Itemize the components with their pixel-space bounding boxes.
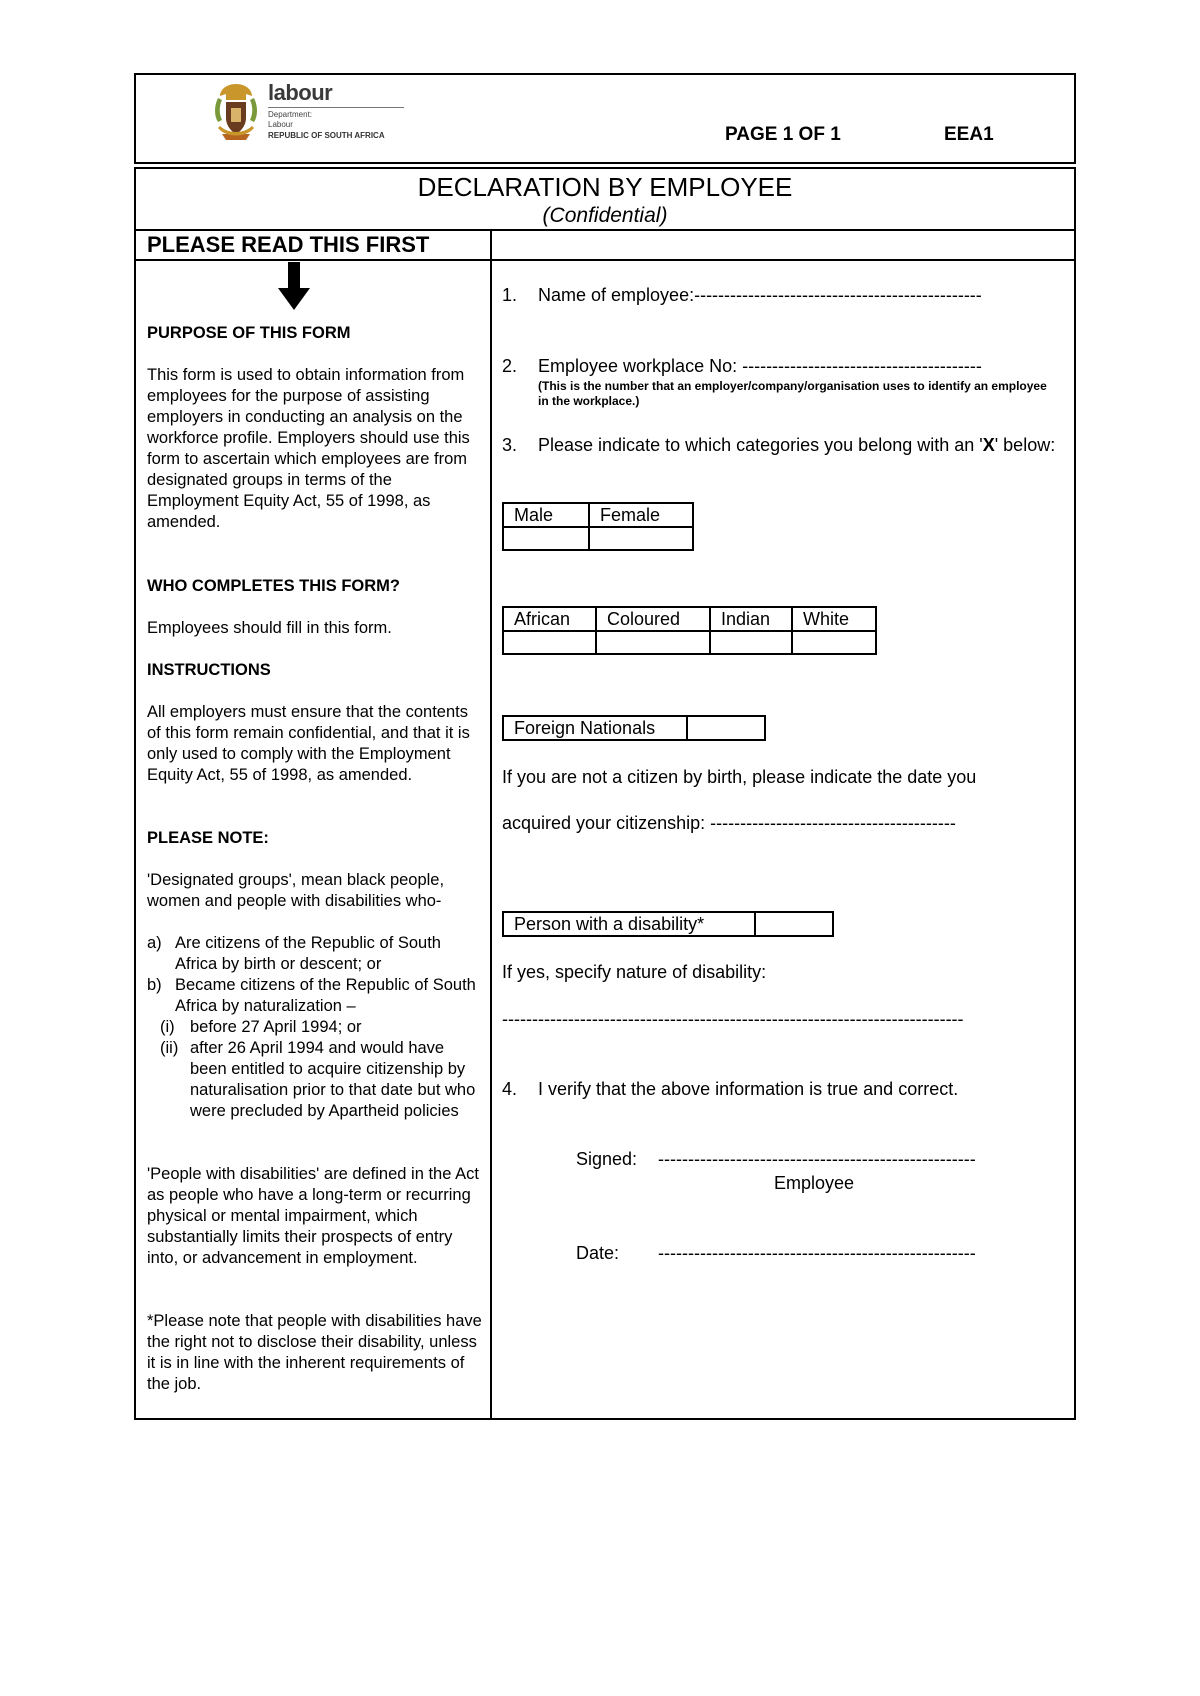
list-item-label: (i) xyxy=(160,1018,175,1036)
question-1 xyxy=(502,284,1062,307)
instructions-text: All employers must ensure that the contents of this form remain confidential, and that it is only used to comply with the Employment Equity Act, 55 of 1998, as amended. xyxy=(147,703,470,784)
logo-line-department: Department: xyxy=(268,110,313,119)
designated-groups-text: 'Designated groups', mean black people, women and people with disabilities who- xyxy=(147,871,445,910)
gender-female-label: Female xyxy=(589,503,693,527)
race-table xyxy=(502,606,877,655)
list-item-label: a) xyxy=(147,934,162,952)
instructions-heading: INSTRUCTIONS xyxy=(147,661,271,679)
question-3-text-end: ' below: xyxy=(994,435,1056,455)
list-item-a xyxy=(147,933,482,975)
logo-line-country: REPUBLIC OF SOUTH AFRICA xyxy=(268,131,385,140)
list-item-i xyxy=(160,1017,482,1038)
list-item-text: after 26 April 1994 and would have been entitled to acquire citizenship by naturalisation prior to that date but who were precluded by Apartheid policies xyxy=(190,1039,476,1120)
foreign-nationals-table xyxy=(502,715,766,741)
race-coloured-label: Coloured xyxy=(596,607,710,631)
disclosure-note: *Please note that people with disabilities have the right not to disclose their disability, unless it is in line with the inherent requirements of the job. xyxy=(147,1312,482,1393)
race-white-label: White xyxy=(792,607,876,631)
employee-caption: Employee xyxy=(774,1173,855,1193)
department-logo xyxy=(208,80,408,146)
purpose-heading: PURPOSE OF THIS FORM xyxy=(147,324,351,342)
workplace-number-note: (This is the number that an employer/company/organisation uses to identify an employee in the workplace.) xyxy=(538,379,1047,408)
list-item-b xyxy=(147,975,482,1017)
who-text: Employees should fill in this form. xyxy=(147,619,392,637)
signed-label: Signed: xyxy=(576,1149,638,1169)
race-indian-label: Indian xyxy=(710,607,792,631)
gender-table xyxy=(502,502,694,551)
form-title: DECLARATION BY EMPLOYEE xyxy=(417,172,793,202)
disability-checkbox[interactable] xyxy=(755,912,833,936)
list-item-text: Became citizens of the Republic of South Africa by naturalization – xyxy=(175,976,476,1015)
date-field[interactable]: ----------------------------------------------------- xyxy=(658,1243,976,1263)
purpose-text: This form is used to obtain information from employees for the purpose of assisting employers in conducting an analysis on the workforce profile. Employers should use this form to ascertain which employees are from designated groups in terms of the Employment Equity Act, 55 of 1998, as amended. xyxy=(147,366,470,531)
disabilities-definition: 'People with disabilities' are defined in the Act as people who have a long-term or recurring physical or mental impairment, which substantially limits their prospects of entry into, or advancement in employment. xyxy=(147,1165,479,1267)
race-indian-checkbox[interactable] xyxy=(710,631,792,654)
divider xyxy=(134,229,1076,231)
question-number: 4. xyxy=(502,1079,518,1099)
disability-table xyxy=(502,911,834,937)
foreign-nationals-checkbox[interactable] xyxy=(687,716,765,740)
logo-wordmark: labour xyxy=(268,80,333,105)
employee-name-field[interactable]: Name of employee:------------------------------------------------ xyxy=(538,285,982,305)
form-code: EEA1 xyxy=(944,124,994,145)
list-item-ii xyxy=(160,1038,482,1122)
citizenship-date-field[interactable]: acquired your citizenship: ----------------------------------------- xyxy=(502,813,956,833)
workplace-number-field[interactable]: Employee workplace No: ---------------------------------------- xyxy=(538,356,982,376)
question-number: 1. xyxy=(502,285,518,305)
list-item-label: (ii) xyxy=(160,1039,179,1057)
race-coloured-checkbox[interactable] xyxy=(596,631,710,654)
race-white-checkbox[interactable] xyxy=(792,631,876,654)
logo-rule xyxy=(268,107,404,108)
form-subtitle: (Confidential) xyxy=(542,204,668,227)
list-item-label: b) xyxy=(147,976,162,994)
who-heading: WHO COMPLETES THIS FORM? xyxy=(147,577,400,595)
list-item-text: Are citizens of the Republic of South Africa by birth or descent; or xyxy=(175,934,441,973)
citizenship-instruction: If you are not a citizen by birth, please indicate the date you xyxy=(502,767,977,787)
logo-line-labour: Labour xyxy=(268,120,293,129)
page-number: PAGE 1 OF 1 xyxy=(725,124,841,145)
race-african-checkbox[interactable] xyxy=(503,631,596,654)
question-4 xyxy=(502,1078,1062,1101)
coat-of-arms-icon xyxy=(212,80,260,144)
disability-nature-field[interactable]: ----------------------------------------------------------------------------- xyxy=(502,1009,964,1029)
disability-specify-label: If yes, specify nature of disability: xyxy=(502,962,767,982)
gender-male-label: Male xyxy=(503,503,589,527)
verification-statement: I verify that the above information is true and correct. xyxy=(538,1079,959,1099)
question-number: 3. xyxy=(502,435,518,455)
date-label: Date: xyxy=(576,1243,620,1263)
gender-male-checkbox[interactable] xyxy=(503,527,589,550)
foreign-nationals-label: Foreign Nationals xyxy=(503,716,687,740)
divider xyxy=(134,259,1076,261)
read-first-heading: PLEASE READ THIS FIRST xyxy=(147,232,430,257)
note-heading: PLEASE NOTE: xyxy=(147,829,269,847)
signature-field[interactable]: ----------------------------------------------------- xyxy=(658,1149,976,1169)
question-3 xyxy=(502,434,1062,457)
disability-label: Person with a disability* xyxy=(503,912,755,936)
question-number: 2. xyxy=(502,356,518,376)
list-item-text: before 27 April 1994; or xyxy=(190,1018,362,1036)
down-arrow-icon xyxy=(278,262,310,310)
question-2 xyxy=(502,355,1062,378)
race-african-label: African xyxy=(503,607,596,631)
gender-female-checkbox[interactable] xyxy=(589,527,693,550)
column-divider xyxy=(490,229,492,1420)
question-3-text: Please indicate to which categories you belong with an ' xyxy=(538,435,983,455)
question-3-mark: X xyxy=(982,435,995,455)
